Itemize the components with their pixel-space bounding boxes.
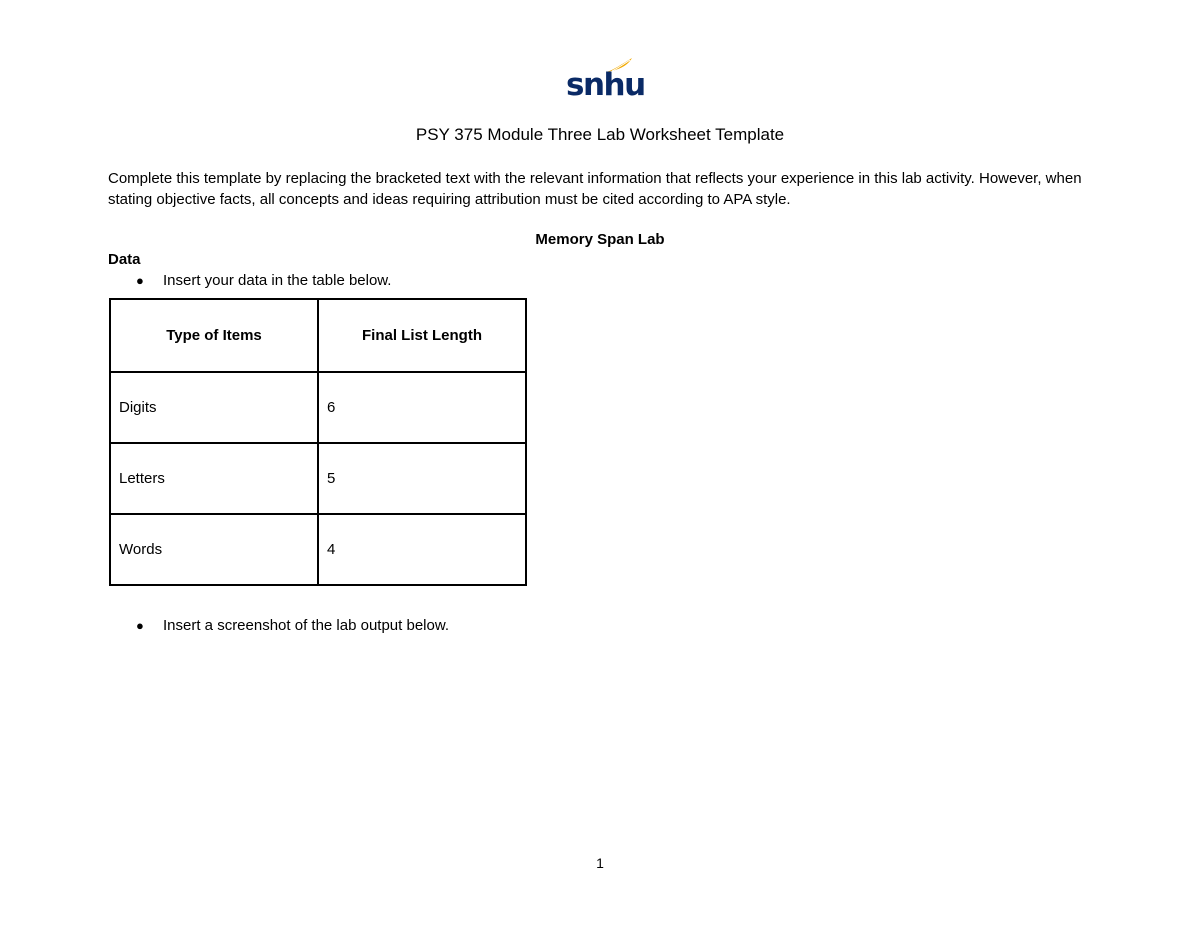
- section-title: Memory Span Lab: [535, 231, 665, 248]
- bullet-text: Insert your data in the table below.: [163, 272, 392, 289]
- table-row: [110, 443, 526, 514]
- table-cell: 4: [318, 514, 526, 585]
- table-cell: Letters: [110, 443, 318, 514]
- table-header-row: [110, 299, 526, 372]
- page-number: 1: [596, 855, 604, 871]
- bullet-item: [136, 270, 391, 291]
- table-cell: 5: [318, 443, 526, 514]
- table-cell: Digits: [110, 372, 318, 443]
- logo-text: snhu: [566, 67, 645, 103]
- bullet-item: [136, 615, 449, 636]
- data-heading: Data: [108, 251, 141, 268]
- bullet-icon: ●: [136, 618, 144, 633]
- data-table: [109, 298, 527, 586]
- intro-paragraph: Complete this template by replacing the bracketed text with the relevant information that reflects your experience in this lab activity. However, when stating objective facts, all concepts and ideas requiring attribution must be cited according to APA style.: [108, 170, 1082, 208]
- table-cell: 6: [318, 372, 526, 443]
- table-row: [110, 514, 526, 585]
- bullet-icon: ●: [136, 273, 144, 288]
- snhu-logo: [566, 56, 645, 104]
- document-title: PSY 375 Module Three Lab Worksheet Template: [415, 125, 785, 144]
- table-header-cell: Final List Length: [318, 299, 526, 372]
- table-header-cell: Type of Items: [110, 299, 318, 372]
- bullet-text: Insert a screenshot of the lab output below.: [163, 617, 450, 634]
- table-row: [110, 372, 526, 443]
- table-cell: Words: [110, 514, 318, 585]
